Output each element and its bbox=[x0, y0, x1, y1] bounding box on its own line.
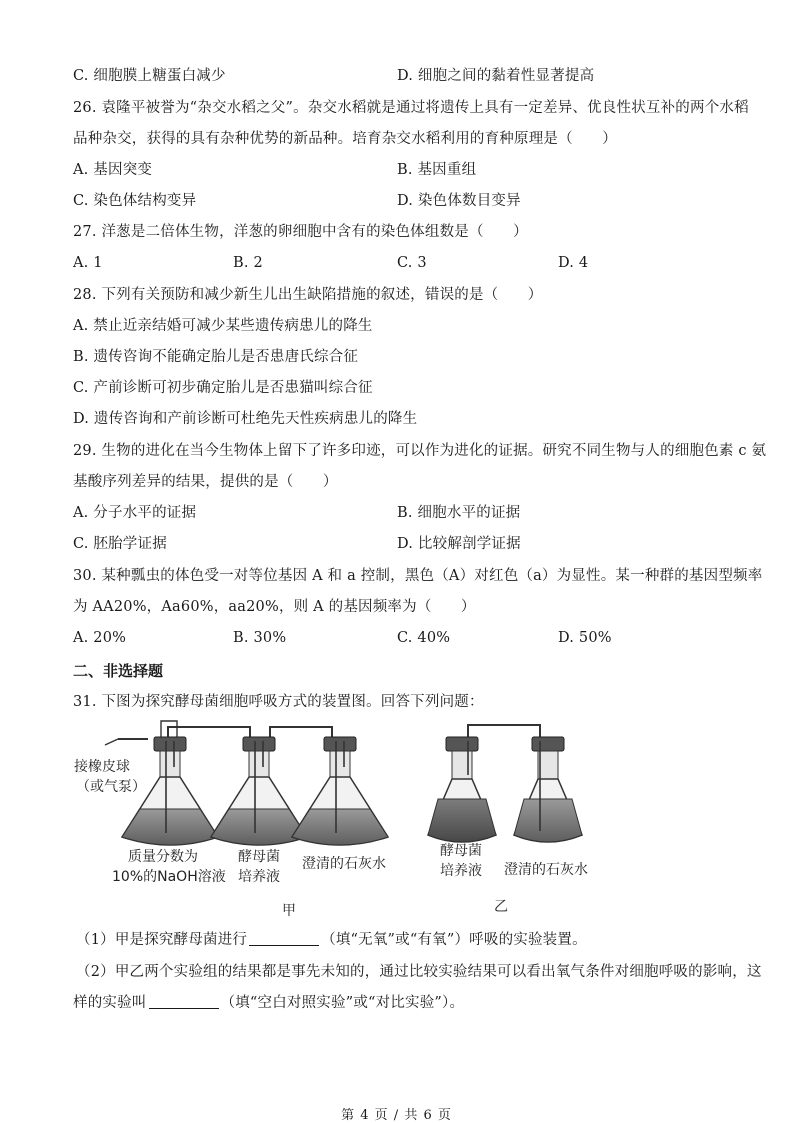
q28-option-a: A. 禁止近亲结婚可减少某些遗传病患儿的降生 bbox=[73, 318, 373, 334]
q25-option-c: C. 细胞膜上糖蛋白减少 bbox=[73, 68, 226, 84]
q26-stem-line2: 品种杂交，获得的具有杂种优势的新品种。培育杂交水稻利用的育种原理是（ ） bbox=[73, 131, 617, 147]
yeast-respiration-apparatus-diagram bbox=[70, 715, 630, 925]
flask-yeast-yi bbox=[428, 737, 496, 842]
flask3-label: 澄清的石灰水 bbox=[302, 856, 386, 872]
flask4-label-line2: 培养液 bbox=[440, 863, 482, 879]
q31-part1-answer-blank[interactable] bbox=[249, 931, 319, 946]
flask2-label-line1: 酵母菌 bbox=[238, 849, 280, 865]
q30-option-b: B. 30% bbox=[233, 630, 287, 646]
yi-connecting-tube bbox=[468, 725, 540, 737]
q29-option-d: D. 比较解剖学证据 bbox=[397, 536, 521, 552]
q29-option-b: B. 细胞水平的证据 bbox=[397, 505, 521, 521]
q26-option-c: C. 染色体结构变异 bbox=[73, 193, 197, 209]
group-jia-label: 甲 bbox=[282, 903, 296, 919]
flask2-label-line2: 培养液 bbox=[238, 869, 280, 885]
q31-part2-line1: （2）甲乙两个实验组的结果都是事先未知的，通过比较实验结果可以看出氧气条件对细胞呼吸的影响，这 bbox=[76, 964, 762, 980]
q27-option-a: A. 1 bbox=[73, 255, 103, 271]
flask1-label-line1: 质量分数为 bbox=[128, 849, 198, 865]
q26-option-b: B. 基因重组 bbox=[397, 162, 477, 178]
jia-connecting-tubes bbox=[105, 721, 332, 745]
q30-stem-line1: 30. 某种瓢虫的体色受一对等位基因 A 和 a 控制，黑色（A）对红色（a）为显性。某一种群的基因型频率 bbox=[73, 568, 763, 584]
q30-stem-line2: 为 AA20%，Aa60%，aa20%，则 A 的基因频率为（ ） bbox=[73, 599, 476, 615]
section-heading: 二、非选择题 bbox=[73, 662, 164, 680]
q30-option-a: A. 20% bbox=[73, 630, 127, 646]
q29-stem-line2: 基酸序列差异的结果，提供的是（ ） bbox=[73, 474, 338, 490]
q31-part2-prefix: 样的实验叫 bbox=[73, 995, 147, 1011]
q27-option-d: D. 4 bbox=[558, 255, 589, 271]
q31-stem: 31. 下图为探究酵母菌细胞呼吸方式的装置图。回答下列问题： bbox=[73, 694, 484, 710]
flask-limewater-yi bbox=[514, 737, 582, 842]
q31-part1-prefix: （1）甲是探究酵母菌进行 bbox=[76, 932, 248, 948]
q31-part2-line2 bbox=[73, 993, 464, 1013]
pump-label-line2: （或气泵） bbox=[76, 779, 146, 795]
q31-part2-suffix: （填“空白对照实验”或“对比实验”）。 bbox=[220, 995, 465, 1011]
q29-option-a: A. 分子水平的证据 bbox=[73, 505, 197, 521]
q27-option-c: C. 3 bbox=[397, 255, 427, 271]
q28-option-c: C. 产前诊断可初步确定胎儿是否患猫叫综合征 bbox=[73, 380, 373, 396]
q29-stem-line1: 29. 生物的进化在当今生物体上留下了许多印迹，可以作为进化的证据。研究不同生物与人的细胞色素 c 氨 bbox=[73, 443, 767, 459]
flask4-label-line1: 酵母菌 bbox=[440, 843, 482, 859]
pump-label-line1: 接橡皮球 bbox=[74, 759, 130, 775]
q28-option-d: D. 遗传咨询和产前诊断可杜绝先天性疾病患儿的降生 bbox=[73, 411, 418, 427]
q30-option-c: C. 40% bbox=[397, 630, 451, 646]
q28-stem: 28. 下列有关预防和减少新生儿出生缺陷措施的叙述，错误的是（ ） bbox=[73, 287, 543, 303]
q27-option-b: B. 2 bbox=[233, 255, 263, 271]
flask5-label: 澄清的石灰水 bbox=[504, 862, 588, 878]
q26-option-d: D. 染色体数目变异 bbox=[397, 193, 521, 209]
q31-part1-suffix: （填“无氧”或“有氧”）呼吸的实验装置。 bbox=[321, 932, 587, 948]
group-yi-label: 乙 bbox=[494, 899, 508, 915]
q30-option-d: D. 50% bbox=[558, 630, 612, 646]
q27-stem: 27. 洋葱是二倍体生物，洋葱的卵细胞中含有的染色体组数是（ ） bbox=[73, 224, 528, 240]
q29-option-c: C. 胚胎学证据 bbox=[73, 536, 167, 552]
flask1-label-line2: 10%的NaOH溶液 bbox=[112, 869, 226, 885]
q26-stem-line1: 26. 袁隆平被誉为“杂交水稻之父”。杂交水稻就是通过将遗传上具有一定差异、优良性状互补的两个水稻 bbox=[73, 100, 749, 116]
q25-option-d: D. 细胞之间的黏着性显著提高 bbox=[397, 68, 595, 84]
page-footer: 第 4 页 / 共 6 页 bbox=[341, 1108, 452, 1123]
q26-option-a: A. 基因突变 bbox=[73, 162, 153, 178]
q28-option-b: B. 遗传咨询不能确定胎儿是否患唐氏综合征 bbox=[73, 349, 359, 365]
flask-limewater-jia bbox=[292, 737, 388, 845]
q31-part2-answer-blank[interactable] bbox=[149, 994, 219, 1009]
q31-part1 bbox=[76, 930, 587, 950]
flask-yeast-jia bbox=[211, 737, 307, 845]
